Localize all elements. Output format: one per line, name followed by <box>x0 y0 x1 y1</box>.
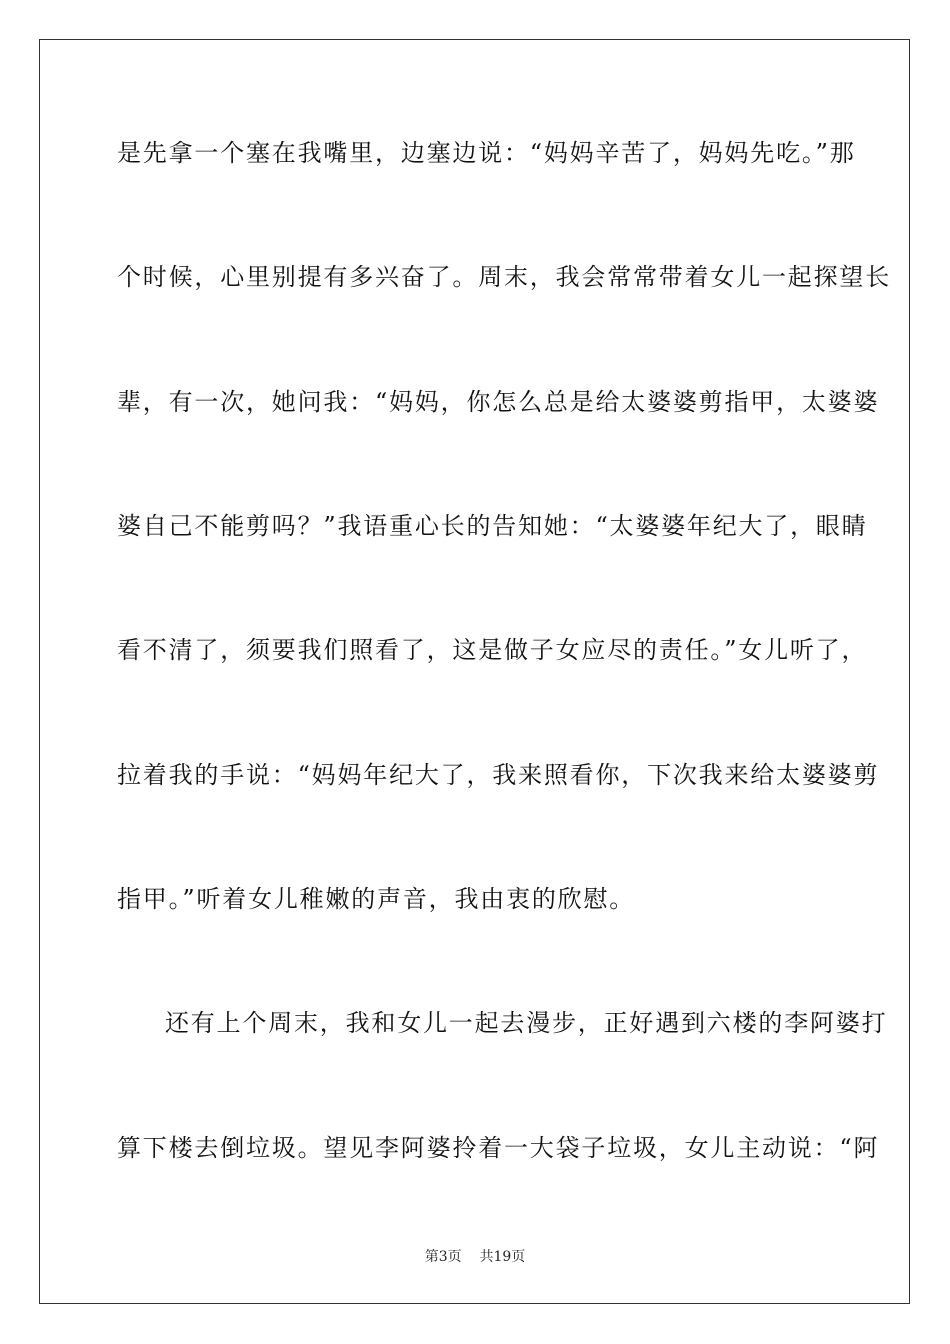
body-text-line: 辈，有一次，她问我：“妈妈，你怎么总是给太婆婆剪指甲，太婆婆 <box>117 388 880 416</box>
body-text-line: 看不清了，须要我们照看了，这是做子女应尽的责任。”女儿听了， <box>117 636 868 664</box>
body-text-line: 婆自己不能剪吗？”我语重心长的告知她：“太婆婆年纪大了，眼睛 <box>117 512 868 540</box>
page-border <box>39 39 910 1304</box>
body-text-line: 指甲。”听着女儿稚嫩的声音，我由衷的欣慰。 <box>117 885 636 913</box>
page-number: 第3页 <box>424 1249 462 1265</box>
paragraph-first-line: 还有上个周末，我和女儿一起去漫步，正好遇到六楼的李阿婆打 <box>165 1009 888 1037</box>
body-text-line: 拉着我的手说：“妈妈年纪大了，我来照看你，下次我来给太婆婆剪 <box>117 761 880 789</box>
page-footer <box>0 1247 950 1267</box>
page-total: 共19页 <box>479 1249 526 1265</box>
body-text-line: 个时候，心里别提有多兴奋了。周末，我会常常带着女儿一起探望长 <box>117 263 891 291</box>
body-text-line: 算下楼去倒垃圾。望见李阿婆拎着一大袋子垃圾，女儿主动说：“阿 <box>117 1134 880 1162</box>
body-text-line: 是先拿一个塞在我嘴里，边塞边说：“妈妈辛苦了，妈妈先吃。”那 <box>117 139 856 167</box>
